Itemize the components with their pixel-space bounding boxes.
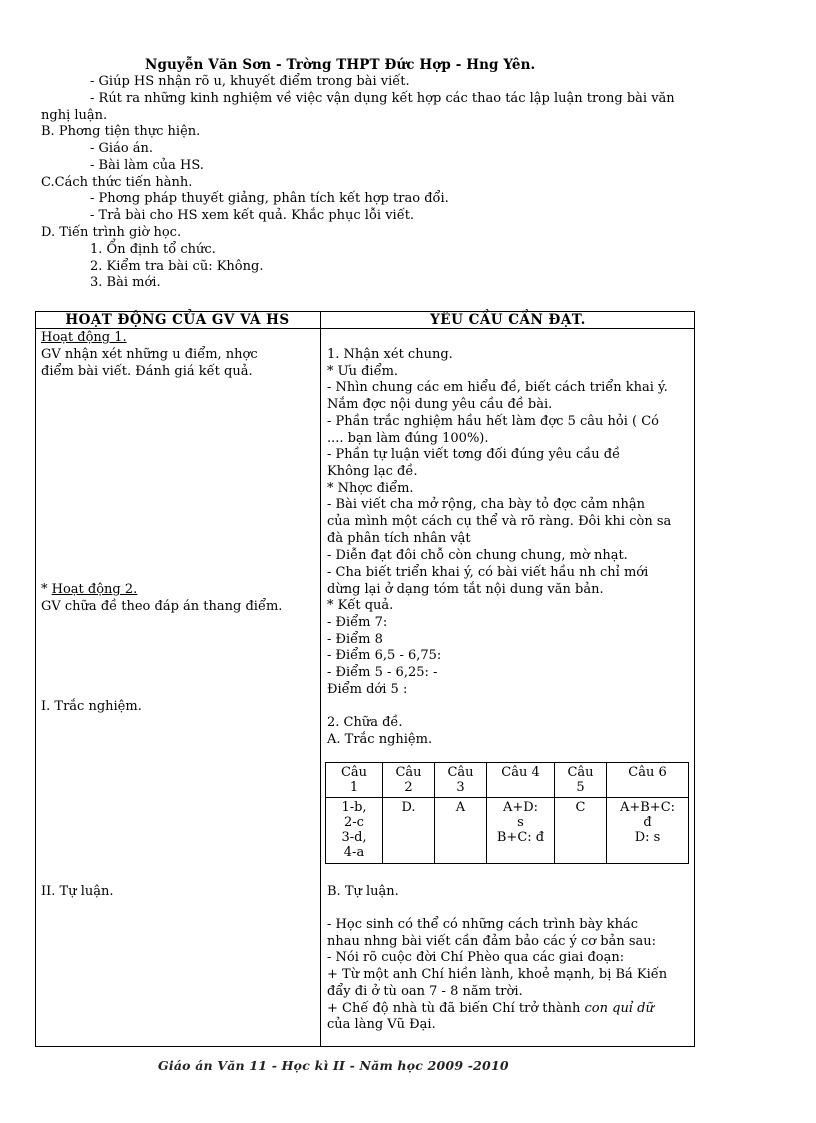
answer-values-row: [326, 798, 689, 864]
req-line: * Ưu điểm.: [327, 364, 399, 379]
intro-line: nghị luận.: [41, 108, 108, 123]
req-line: nhau nhng bài viết cần đảm bảo các ý cơ bản sau:: [327, 934, 657, 949]
activity-2-text: GV chữa đề theo đáp án thang điểm.: [41, 599, 283, 614]
req-line: đà phân tích nhân vật: [327, 531, 471, 546]
intro-line: 3. Bài mới.: [90, 275, 161, 290]
req-line: 2. Chữa đề.: [327, 715, 403, 730]
req-line: của làng Vũ Đại.: [327, 1017, 436, 1032]
req-line: * Nhợc điểm.: [327, 481, 414, 496]
page-header: Nguyễn Văn Sơn - Trờng THPT Đức Hợp - Hng Yên.: [145, 57, 536, 73]
req-line-text: + Chế độ nhà tù đã biến Chí trở thành: [327, 1001, 585, 1016]
activity-2-title: [41, 582, 137, 599]
section-heading: B. Phơng tiện thực hiện.: [41, 124, 201, 139]
req-line: - Bài viết cha mở rộng, cha bày tỏ đợc cảm nhận: [327, 497, 645, 512]
req-line: 1. Nhận xét chung.: [327, 347, 453, 362]
intro-line: 1. Ổn định tổ chức.: [90, 242, 216, 257]
answer-value: A: [435, 798, 487, 864]
req-line: đẩy đi ở tù oan 7 - 8 năm trời.: [327, 984, 523, 999]
answer-header-row: [326, 763, 689, 798]
req-line: - Nhìn chung các em hiểu đề, biết cách triển khai ý.: [327, 380, 668, 395]
answer-header: Câu 1: [326, 763, 383, 798]
activity-1-text: GV nhận xét những u điểm, nhợc: [41, 347, 258, 362]
intro-line: - Giúp HS nhận rõ u, khuyết điểm trong bài viết.: [90, 74, 410, 89]
activity-1-title: Hoạt động 1.: [41, 330, 127, 345]
req-line: A. Trắc nghiệm.: [327, 732, 433, 747]
req-line: B. Tự luận.: [327, 884, 399, 899]
req-line: - Điểm 6,5 - 6,75:: [327, 648, 442, 663]
req-line: .... bạn làm đúng 100%).: [327, 431, 489, 446]
intro-line: - Phơng pháp thuyết giảng, phân tích kết hợp trao đổi.: [90, 191, 449, 206]
answer-header: Câu 6: [607, 763, 689, 798]
answer-value: C: [555, 798, 607, 864]
answer-header: Câu 5: [555, 763, 607, 798]
req-line: + Từ một anh Chí hiền lành, khoẻ mạnh, bị Bá Kiến: [327, 967, 668, 982]
req-line: Không lạc đề.: [327, 464, 418, 479]
req-line: - Điểm 5 - 6,25: -: [327, 665, 438, 680]
intro-line: - Bài làm của HS.: [90, 158, 204, 173]
column-header-requirements: YÊU CẦU CẦN ĐẠT.: [430, 312, 586, 328]
req-line: - Diễn đạt đôi chỗ còn chung chung, mờ nhạt.: [327, 548, 628, 563]
column-header-activities: HOẠT ĐỘNG CỦA GV VÀ HS: [65, 312, 290, 328]
table-header-divider: [35, 328, 695, 329]
req-line: - Phần trắc nghiệm hầu hết làm đợc 5 câu hỏi ( Có: [327, 414, 660, 429]
answer-table: [325, 762, 689, 864]
req-line: của mình một cách cụ thể và rõ ràng. Đôi khi còn sa: [327, 514, 672, 529]
activity-2-label: Hoạt động 2.: [51, 582, 138, 597]
intro-line: - Rút ra những kinh nghiệm về việc vận dụng kết hợp các thao tác lập luận trong bài văn: [90, 91, 675, 106]
req-line: [327, 1001, 654, 1018]
req-line: - Cha biết triển khai ý, có bài viết hầu nh chỉ mới: [327, 565, 649, 580]
page-footer: Giáo án Văn 11 - Học kì II - Năm học 2009 -2010: [158, 1058, 509, 1073]
answer-value: D.: [383, 798, 435, 864]
req-line: Nắm đợc nội dung yêu cầu đề bài.: [327, 397, 553, 412]
intro-line: - Trả bài cho HS xem kết quả. Khắc phục lỗi viết.: [90, 208, 415, 223]
req-line: Điểm dới 5 :: [327, 682, 408, 697]
req-line: - Nói rõ cuộc đời Chí Phèo qua các giai đoạn:: [327, 950, 625, 965]
answer-value: A+D: s B+C: đ: [487, 798, 555, 864]
table-column-divider: [320, 311, 321, 1047]
answer-header: Câu 3: [435, 763, 487, 798]
req-line: - Học sinh có thể có những cách trình bày khác: [327, 917, 639, 932]
req-line-emphasis: con quỉ dữ: [584, 1001, 654, 1016]
section-essay: II. Tự luận.: [41, 884, 114, 899]
section-heading: D. Tiến trình giờ học.: [41, 225, 182, 240]
req-line: - Điểm 8: [327, 632, 383, 647]
activity-1-text: điểm bài viết. Đánh giá kết quả.: [41, 364, 253, 379]
intro-line: 2. Kiểm tra bài cũ: Không.: [90, 259, 264, 274]
section-multiple-choice: I. Trắc nghiệm.: [41, 699, 142, 714]
answer-value: A+B+C: đ D: s: [607, 798, 689, 864]
answer-value: 1-b, 2-c 3-d, 4-a: [326, 798, 383, 864]
answer-header: Câu 4: [487, 763, 555, 798]
section-heading: C.Cách thức tiến hành.: [41, 175, 193, 190]
bullet-star: *: [41, 582, 52, 597]
req-line: dừng lại ở dạng tóm tắt nội dung văn bản.: [327, 582, 604, 597]
req-line: - Điểm 7:: [327, 615, 388, 630]
req-line: - Phần tự luận viết tơng đối đúng yêu cầu đề: [327, 447, 621, 462]
answer-header: Câu 2: [383, 763, 435, 798]
intro-line: - Giáo án.: [90, 141, 154, 156]
req-line: * Kết quả.: [327, 598, 394, 613]
